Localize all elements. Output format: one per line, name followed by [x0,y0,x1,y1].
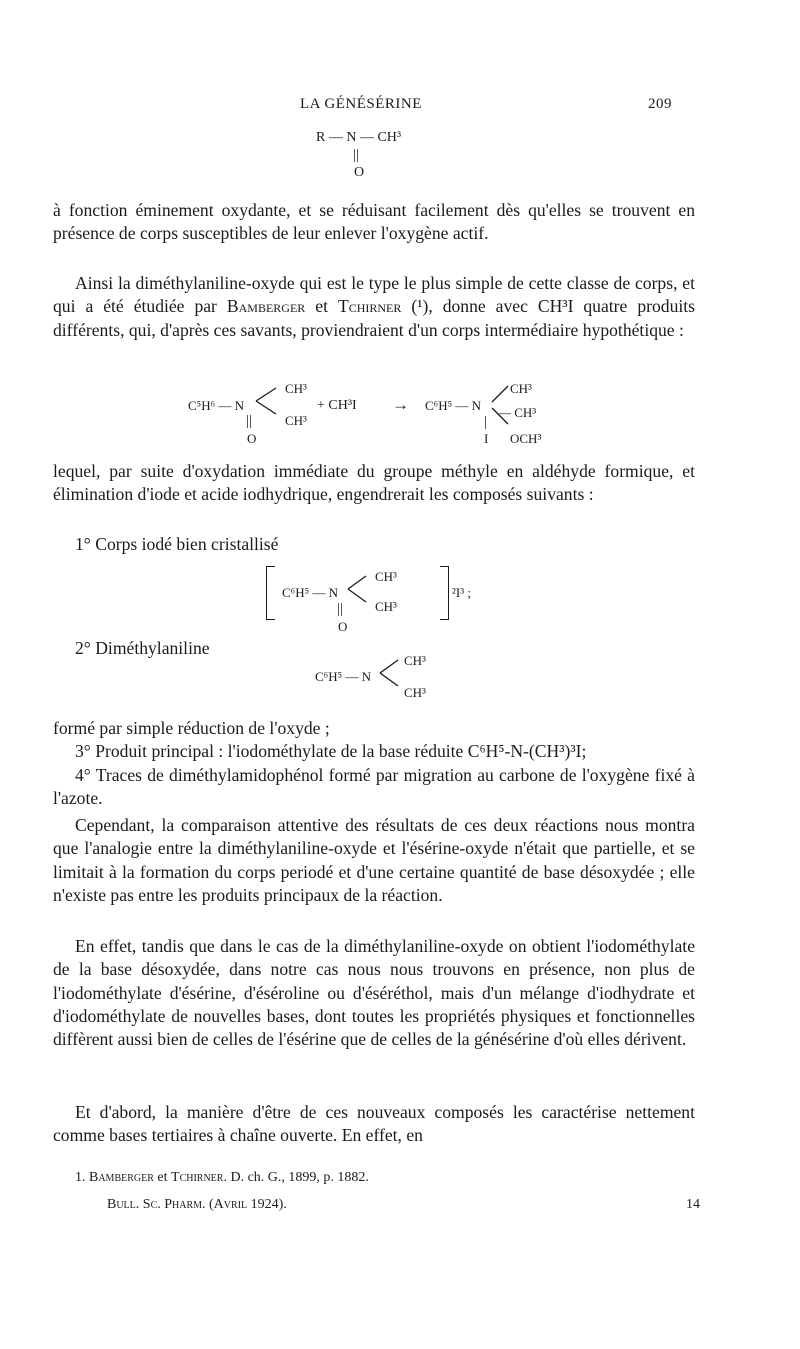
footnote-reference: . D. ch. G., 1899, p. 1882. [223,1170,369,1185]
formula-top-oxygen: O [354,165,365,180]
item-3: 3° Produit principal : l'iodométhylate de la base réduite C⁶H⁵-N-(CH³)³I; [75,741,587,761]
compound-1-ch3-bottom: CH³ [375,599,397,614]
footnote-number: 1. [75,1170,86,1185]
reaction-right-single-bond: | [484,414,488,430]
reaction-right-iodine: I [484,431,489,446]
compound-1-left-bracket [266,566,275,620]
footnote [75,1170,369,1186]
reaction-left-bonds [254,382,280,420]
reaction-left-oxygen: O [247,431,257,446]
compound-2-bonds [378,654,402,692]
reaction-right-ring: C⁶H⁵ — N [425,398,482,413]
footer-sheet-number: 14 [686,1197,700,1212]
compound-1-ch3-top: CH³ [375,569,397,584]
compound-1-ring: C⁶H⁵ — N [282,585,339,600]
page-number: 209 [648,96,672,112]
item-2: 2° Diméthylaniline [75,638,210,658]
paragraph-1: à fonction éminement oxydante, et se réduisant facilement dès qu'elles se trouvent en présence de corps susceptibles de leur enlever l'oxygène actif. [53,200,695,244]
compound-2-ring: C⁶H⁵ — N [315,669,372,684]
author-bamberger: Bamberger [226,296,306,317]
reaction-left-double-bond: || [246,413,253,429]
reaction-left-ch3-top: CH³ [285,381,307,396]
paragraph-2-text-a: Ainsi la diméthylaniline-oxyde qui est le type le plus simple de cette classe de corps, et qui a été étudiée par [53,273,695,317]
running-title: LA GÉNÉSÉRINE [300,96,422,112]
paragraph-6: En effet, tandis que dans le cas de la diméthylaniline-oxyde on obtient l'iodométhylate de la base désoxydée, dans notre cas nous nous trouvons en présence, non plus de l'iodométhylate d'ésérine, d'éséroline ou d'éséréthol, mais d'un mélange d'iodhydrate et d'iodométhylate de nouvelles bases, dont toutes les propriétés physiques et fonctionnelles diffèrent aussi bien de celles de l'ésérine que de celles de la génésérine d'où elles dérivent. [53,936,695,1050]
formula-top-double-bond: || [353,147,360,163]
paragraph-3: lequel, par suite d'oxydation immédiate du groupe méthyle en aldéhyde formique, et élimination d'iode et acide iodhydrique, engendrerait les composés suivants : [53,461,695,505]
footnote-author-2: Tchirner [171,1170,224,1185]
reaction-left-ch3-bottom: CH³ [285,413,307,428]
compound-2-ch3-bottom: CH³ [404,685,426,700]
compound-1-bonds [346,570,370,608]
reaction-left-ring: C⁵H⁶ — N [188,398,245,413]
footer-journal: Bull. Sc. Pharm. (Avril 1924). [107,1197,287,1212]
formula-top-line: R — N — CH³ [316,130,402,145]
paragraph-2-text-b: (¹), donne avec CH³I quatre produits différents, qui, d'après ces savants, proviendraient d'un corps intermédiaire hypothétique : [53,296,695,340]
reaction-right-ch3-top: CH³ [510,381,532,396]
item-4: 4° Traces de diméthylamidophénol formé par migration au carbone de l'oxygène fixé à l'azote. [53,765,695,809]
footnote-et: et [153,1170,172,1185]
item-1: 1° Corps iodé bien cristallisé [75,534,279,554]
author-tchirner: Tchirner [337,296,402,317]
compound-1-oxygen: O [338,619,348,634]
reaction-right-och3: OCH³ [510,431,542,446]
paragraph-2-et: et [305,296,338,317]
paragraph-4: formé par simple réduction de l'oxyde ; [53,718,330,738]
reaction-arrow: → [392,395,409,414]
compound-1-double-bond: || [337,601,344,617]
compound-2-ch3-top: CH³ [404,653,426,668]
paragraph-7: Et d'abord, la manière d'être de ces nouveaux composés les caractérise nettement comme bases tertiaires à chaîne ouverte. En effet, en [53,1102,695,1146]
paragraph-2 [53,272,695,342]
reaction-plus-reagent: + CH³I [317,398,357,413]
compound-1-right-bracket [440,566,449,620]
reaction-right-ch3-middle: — CH³ [498,405,537,420]
compound-1-suffix: ²I³ ; [452,585,471,600]
paragraph-5: Cependant, la comparaison attentive des résultats de ces deux réactions nous montra que l'analogie entre la diméthylaniline-oxyde et l'ésérine-oxyde n'était que partielle, et se limitait à la formation du corps periodé et d'une certaine quantité de base désoxydée ; elle n'existe pas entre les produits principaux de la réaction. [53,815,695,905]
footnote-author-1: Bamberger [89,1170,154,1185]
